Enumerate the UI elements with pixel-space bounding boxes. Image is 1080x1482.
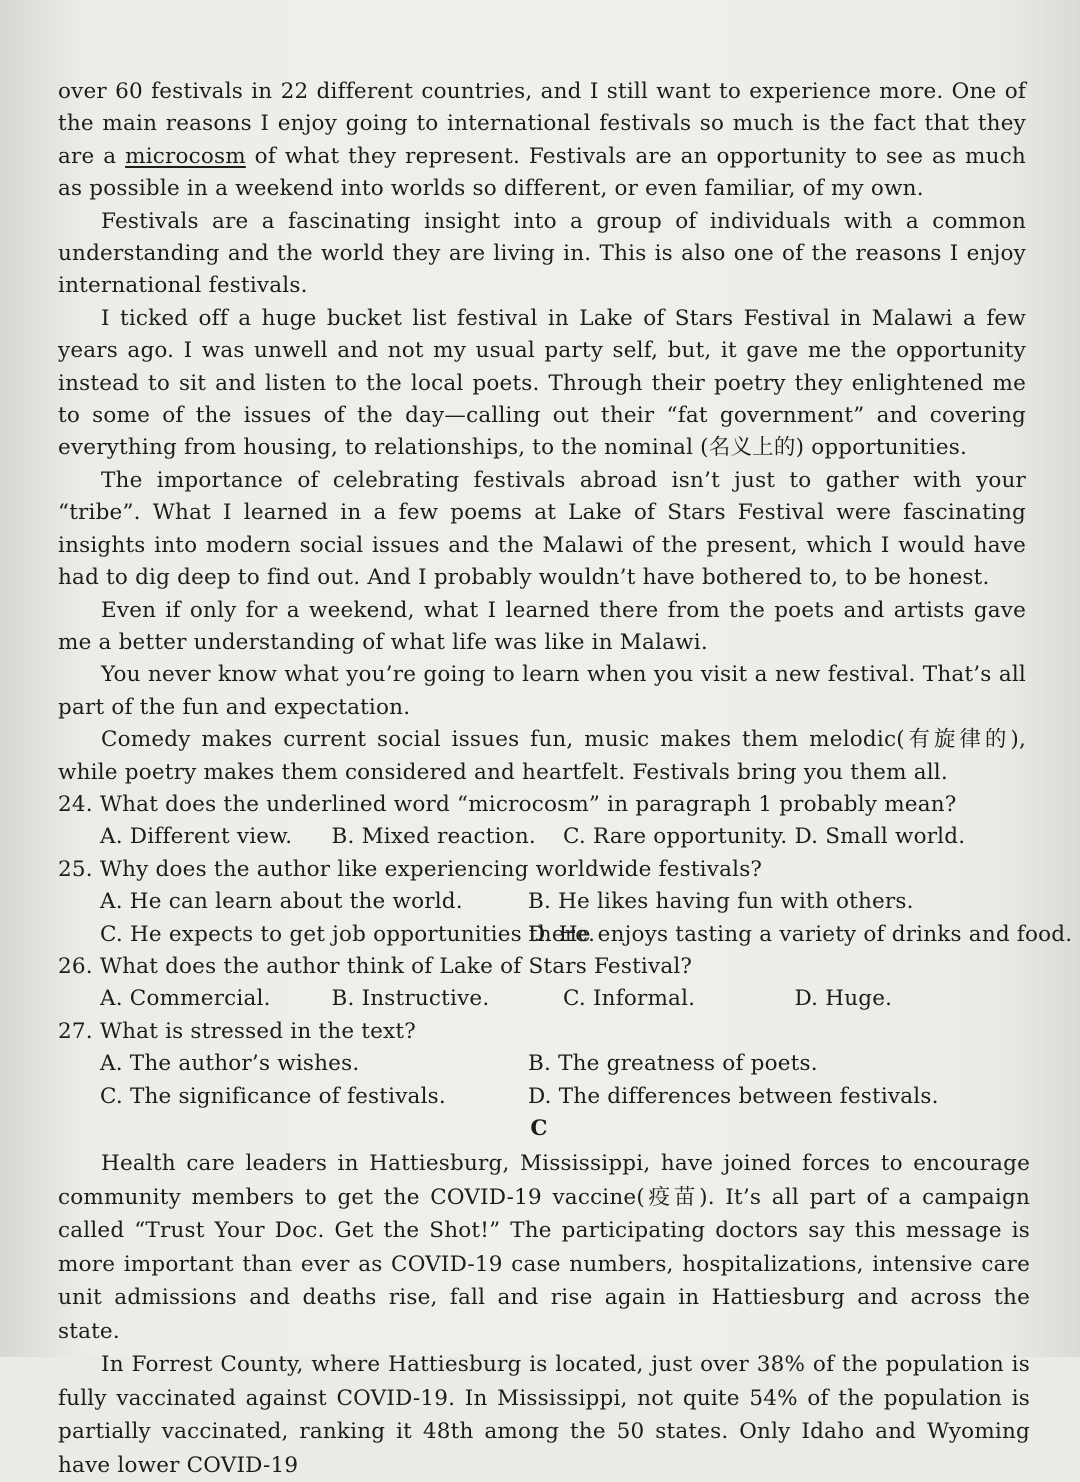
passage-b-paragraph-2: Festivals are a fascinating insight into a group of individuals with a common understanding and the world they are living in. This is also one of the reasons I enjoy international festivals.	[58, 208, 1026, 299]
question-25-stem: 25. Why does the author like experiencing worldwide festivals?	[58, 856, 763, 882]
q27-option-b: B. The greatness of poets.	[528, 1051, 818, 1077]
question-26-options	[58, 983, 1026, 1015]
paragraph-1-text-before: over 60 festivals in 22 different countries, and I still want to experience more. One of the main reasons I enjoy going to international festivals so much is the fact that they are a	[58, 79, 1026, 169]
question-27-options	[58, 1048, 1026, 1113]
q26-option-a: A. Commercial.	[100, 986, 271, 1012]
page-content	[58, 76, 1073, 1482]
question-24	[58, 789, 1026, 854]
question-26-stem: 26. What does the author think of Lake of Stars Festival?	[58, 953, 693, 979]
q24-option-c: C. Rare opportunity.	[563, 824, 788, 850]
paragraph-1-text-after: of what they represent. Festivals are an opportunity to see as much as possible in a weekend into worlds so different, or even familiar, of my own.	[58, 143, 1026, 202]
q26-option-c: C. Informal.	[563, 986, 696, 1012]
q25-option-a: A. He can learn about the world.	[100, 889, 463, 915]
q27-option-a: A. The author’s wishes.	[100, 1051, 360, 1077]
passage-c	[58, 1147, 1030, 1482]
question-24-stem: 24. What does the underlined word “microcosm” in paragraph 1 probably mean?	[58, 791, 957, 817]
question-24-options	[58, 821, 1026, 853]
passage-c-paragraph-1: Health care leaders in Hattiesburg, Mississippi, have joined forces to encourage community members to get the COVID-19 vaccine(疫苗). It’s all part of a campaign called “Trust Your Doc. Get the Shot!” The participating doctors say this message is more important than ever as COVID-19 case numbers, hospitalizations, intensive care unit admissions and deaths rise, fall and rise again in Hattiesburg and across the state.	[58, 1151, 1030, 1344]
q26-option-b: B. Instructive.	[331, 986, 490, 1012]
q25-option-b: B. He likes having fun with others.	[528, 889, 914, 915]
passage-b-paragraph-6: You never know what you’re going to learn when you visit a new festival. That’s all part of the fun and expectation.	[58, 662, 1026, 720]
q25-option-d: D. He enjoys tasting a variety of drinks and food.	[528, 921, 1073, 947]
question-25	[58, 854, 1073, 951]
section-heading-c: C	[530, 1116, 548, 1141]
q24-option-d: D. Small world.	[794, 824, 966, 850]
passage-b-paragraph-1	[58, 76, 1026, 206]
q27-option-d: D. The differences between festivals.	[528, 1083, 939, 1109]
passage-b-paragraph-5: Even if only for a weekend, what I learned there from the poets and artists gave me a better understanding of what life was like in Malawi.	[58, 597, 1026, 655]
underlined-word-microcosm: microcosm	[125, 143, 246, 169]
q27-option-c: C. The significance of festivals.	[100, 1083, 446, 1109]
q26-option-d: D. Huge.	[794, 986, 893, 1012]
question-25-options	[58, 886, 1073, 951]
passage-b-paragraph-3: I ticked off a huge bucket list festival in Lake of Stars Festival in Malawi a few years ago. I was unwell and not my usual party self, but, it gave me the opportunity instead to sit and listen to the local poets. Through their poetry they enlightened me to some of the issues of the day—calling out their “fat government” and covering everything from housing, to relationships, to the nominal (名义上的) opportunities.	[58, 305, 1026, 461]
q25-option-c: C. He expects to get job opportunities there.	[100, 921, 596, 947]
question-27	[58, 1016, 1026, 1113]
question-27-stem: 27. What is stressed in the text?	[58, 1018, 416, 1044]
q24-option-a: A. Different view.	[100, 824, 293, 850]
passage-c-paragraph-2: In Forrest County, where Hattiesburg is located, just over 38% of the population is fully vaccinated against COVID-19. In Mississippi, not quite 54% of the population is partially vaccinated, ranking it 48th among the 50 states. Only Idaho and Wyoming have lower COVID-19	[58, 1352, 1030, 1478]
passage-b-paragraph-7: Comedy makes current social issues fun, music makes them melodic(有旋律的), while poetry makes them considered and heartfelt. Festivals bring you them all.	[58, 727, 1026, 785]
q24-option-b: B. Mixed reaction.	[331, 824, 536, 850]
question-26	[58, 951, 1026, 1016]
passage-b-paragraph-4: The importance of celebrating festivals abroad isn’t just to gather with your “tribe”. What I learned in a few poems at Lake of Stars Festival were fascinating insights into modern social issues and the Malawi of the present, which I would have had to dig deep to find out. And I probably wouldn’t have bothered to, to be honest.	[58, 467, 1026, 591]
